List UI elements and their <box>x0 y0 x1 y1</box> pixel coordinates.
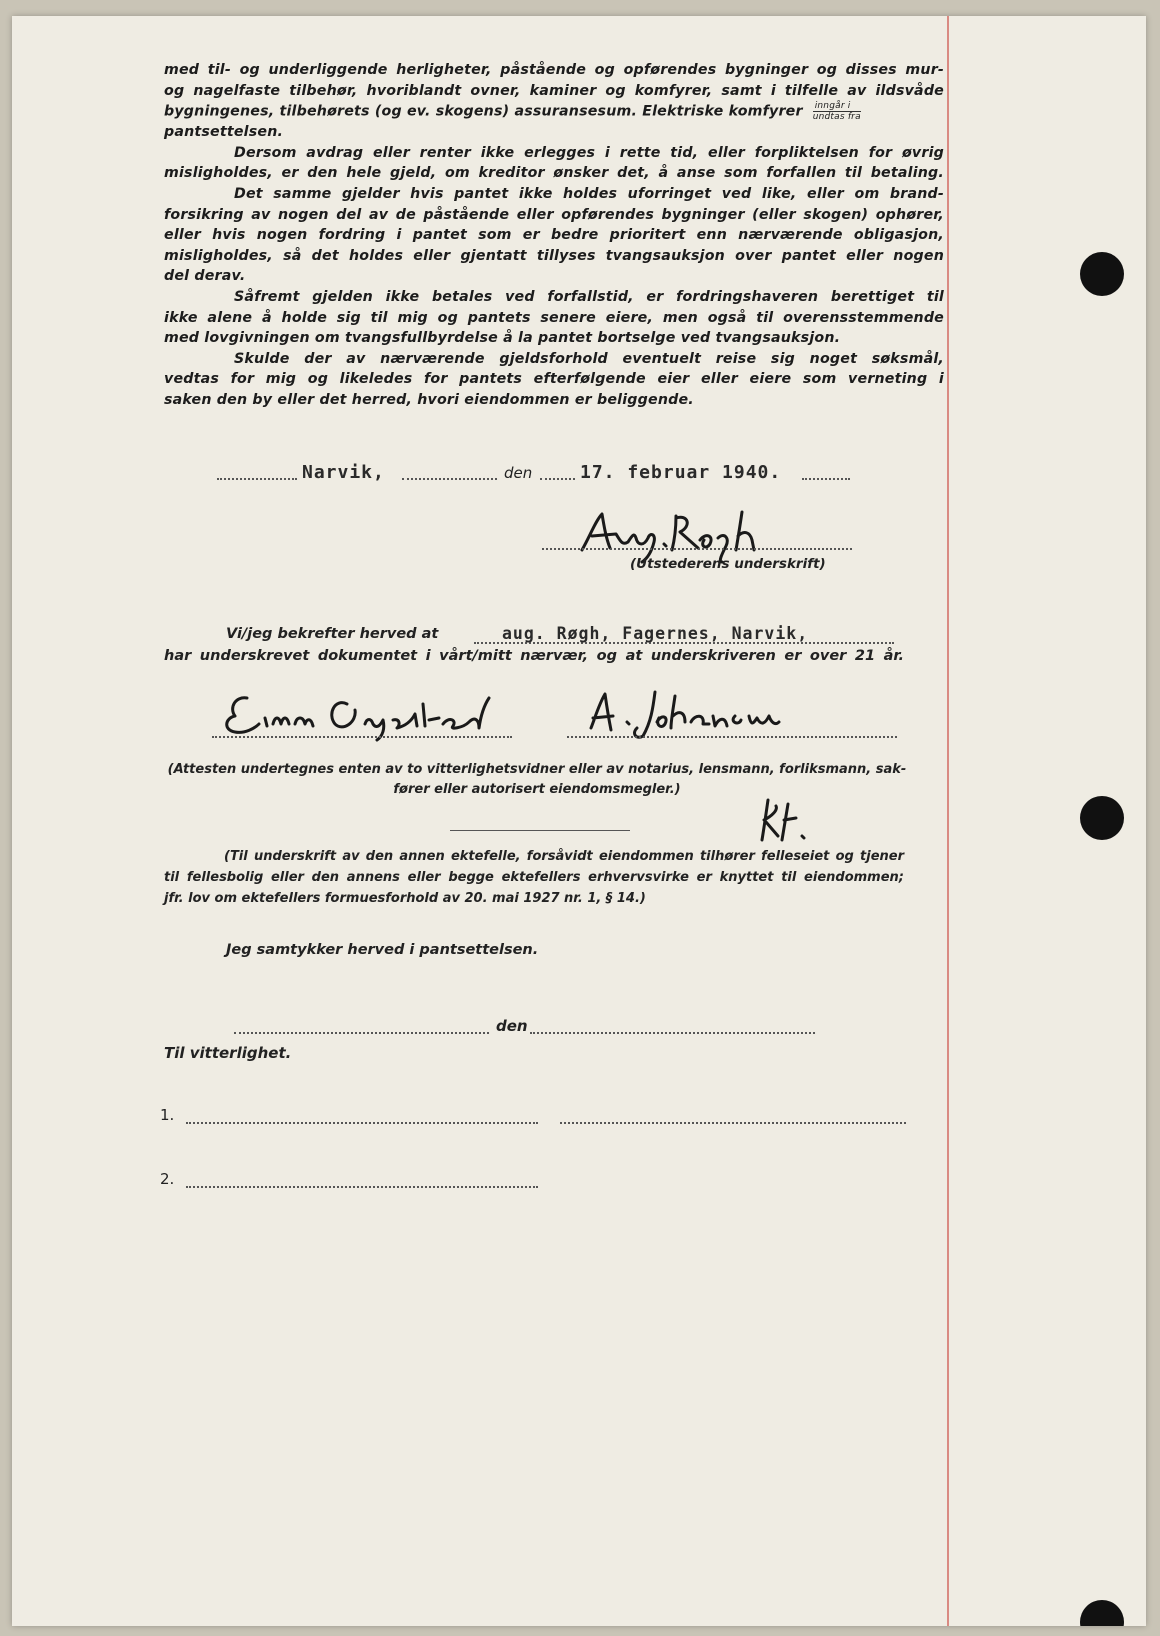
note-line: jfr. lov om ektefellers formuesforhold av 20. mai 1927 nr. 1, § 14.) <box>164 891 646 906</box>
text-line: saken den by eller det herred, hvori eiendommen er beliggende. <box>164 392 694 408</box>
text-line <box>164 101 944 122</box>
dotted-line <box>540 478 575 480</box>
text-line: pantsettelsen. <box>164 124 284 141</box>
issuer-signature-line <box>542 548 852 550</box>
note-line: (Til underskrift av den annen ektefelle, forsåvidt eiendommen tilhører felleseiet og tjener <box>224 849 904 864</box>
text-line: misligholdes, så det holdes eller gjentatt tillyses tvangsauksjon over pantet eller nogen <box>164 247 944 264</box>
text-line: eller hvis nogen fordring i pantet som er bedre prioritert enn nærværende obligasjon, <box>164 227 944 244</box>
punch-hole <box>1080 1600 1124 1626</box>
fraction-top: inngår i <box>813 101 861 112</box>
witness-line-2 <box>567 736 897 738</box>
margin-rule <box>947 16 949 1626</box>
document-page <box>12 16 1146 1626</box>
dotted-line <box>234 1032 489 1034</box>
text-line: misligholdes, er den hele gjeld, om kreditor ønsker det, å anse som forfallen til betaling. <box>164 165 944 182</box>
witness-number-1: 1. <box>160 1106 175 1124</box>
text-line: med lovgivningen om tvangsfullbyrdelse å la pantet bortselge ved tvangsauksjon. <box>164 330 841 347</box>
text-line: med til- og underliggende herligheter, påstående og opførendes bygninger og disses mur- <box>164 62 944 78</box>
issuer-signature-caption: (Utstederens underskrift) <box>630 556 826 572</box>
den-label: den <box>504 464 533 482</box>
punch-hole <box>1080 252 1124 296</box>
initials-mark <box>754 796 824 846</box>
confirmation-statement: har underskrevet dokumentet i vårt/mitt nærvær, og at underskriveren er over 21 år. <box>164 648 904 664</box>
place-field: Narvik, <box>302 462 385 483</box>
witness-1-name-line <box>186 1122 538 1124</box>
dotted-line <box>530 1032 815 1034</box>
witness-signature-2 <box>577 682 827 742</box>
attest-note <box>157 760 917 800</box>
text-line: Såfremt gjelden ikke betales ved forfallstid, er fordringshaveren berettiget til <box>234 289 944 306</box>
text-line: forsikring av nogen del av de påstående eller opførendes bygninger (eller skogen) ophører, <box>164 206 944 223</box>
den-label-2: den <box>496 1017 528 1035</box>
paragraph-3 <box>164 184 944 287</box>
dotted-line <box>217 478 297 480</box>
text-line: del derav. <box>164 268 246 285</box>
text-line: Dersom avdrag eller renter ikke erlegges i rette tid, eller forpliktelsen for øvrig <box>234 144 944 161</box>
signer-name-field: aug. Røgh, Fagernes, Narvik, <box>502 624 809 643</box>
spouse-note <box>164 846 904 909</box>
witness-2-name-line <box>186 1186 538 1188</box>
paragraph-2 <box>164 143 944 184</box>
fraction-bottom: undtas fra <box>812 112 861 123</box>
date-field: 17. februar 1940. <box>580 462 782 483</box>
witnesses-heading: Til vitterlighet. <box>164 1044 292 1062</box>
mortgage-terms-text <box>164 60 944 411</box>
witness-signature-1 <box>217 684 507 744</box>
note-line: til fellesbolig eller den annens eller begge ektefellers erhvervsvirke er knyttet til eiendommen; <box>164 870 904 885</box>
text-line: Det samme gjelder hvis pantet ikke holdes uforringet ved like, eller om brand- <box>234 186 944 203</box>
consent-text: Jeg samtykker herved i pantsettelsen. <box>226 942 539 958</box>
text-line-part: bygningenes, tilbehørets (og ev. skogens) assuransesum. Elektriske komfyrer <box>164 103 803 120</box>
punch-hole <box>1080 796 1124 840</box>
inclusion-fraction <box>813 101 861 122</box>
witness-number-2: 2. <box>160 1170 175 1188</box>
text-line: Skulde der av nærværende gjeldsforhold eventuelt reise sig noget søksmål, <box>234 350 944 367</box>
dotted-line <box>802 478 850 480</box>
paragraph-1 <box>164 60 944 143</box>
spouse-signature-line <box>450 830 630 831</box>
dotted-line <box>402 478 497 480</box>
witness-line-1 <box>212 736 512 738</box>
paragraph-4 <box>164 287 944 349</box>
witness-1-address-line <box>560 1122 906 1124</box>
text-line: vedtas for mig og likeledes for pantets efterfølgende eier eller eiere som verneting i <box>164 371 944 388</box>
text-line: og nagelfaste tilbehør, hvoriblandt ovner, kaminer og komfyrer, samt i tilfelle av ildsvåde <box>164 82 944 99</box>
paragraph-5 <box>164 349 944 411</box>
note-line: fører eller autorisert eiendomsmegler.) <box>393 782 681 797</box>
note-line: (Attesten undertegnes enten av to vitterlighetsvidner eller av notarius, lensmann, forliksmann, sak- <box>167 762 907 777</box>
text-line: ikke alene å holde sig til mig og pantets senere eiere, men også til overensstemmende <box>164 309 944 326</box>
confirmation-label: Vi/jeg bekrefter herved at <box>226 626 439 642</box>
